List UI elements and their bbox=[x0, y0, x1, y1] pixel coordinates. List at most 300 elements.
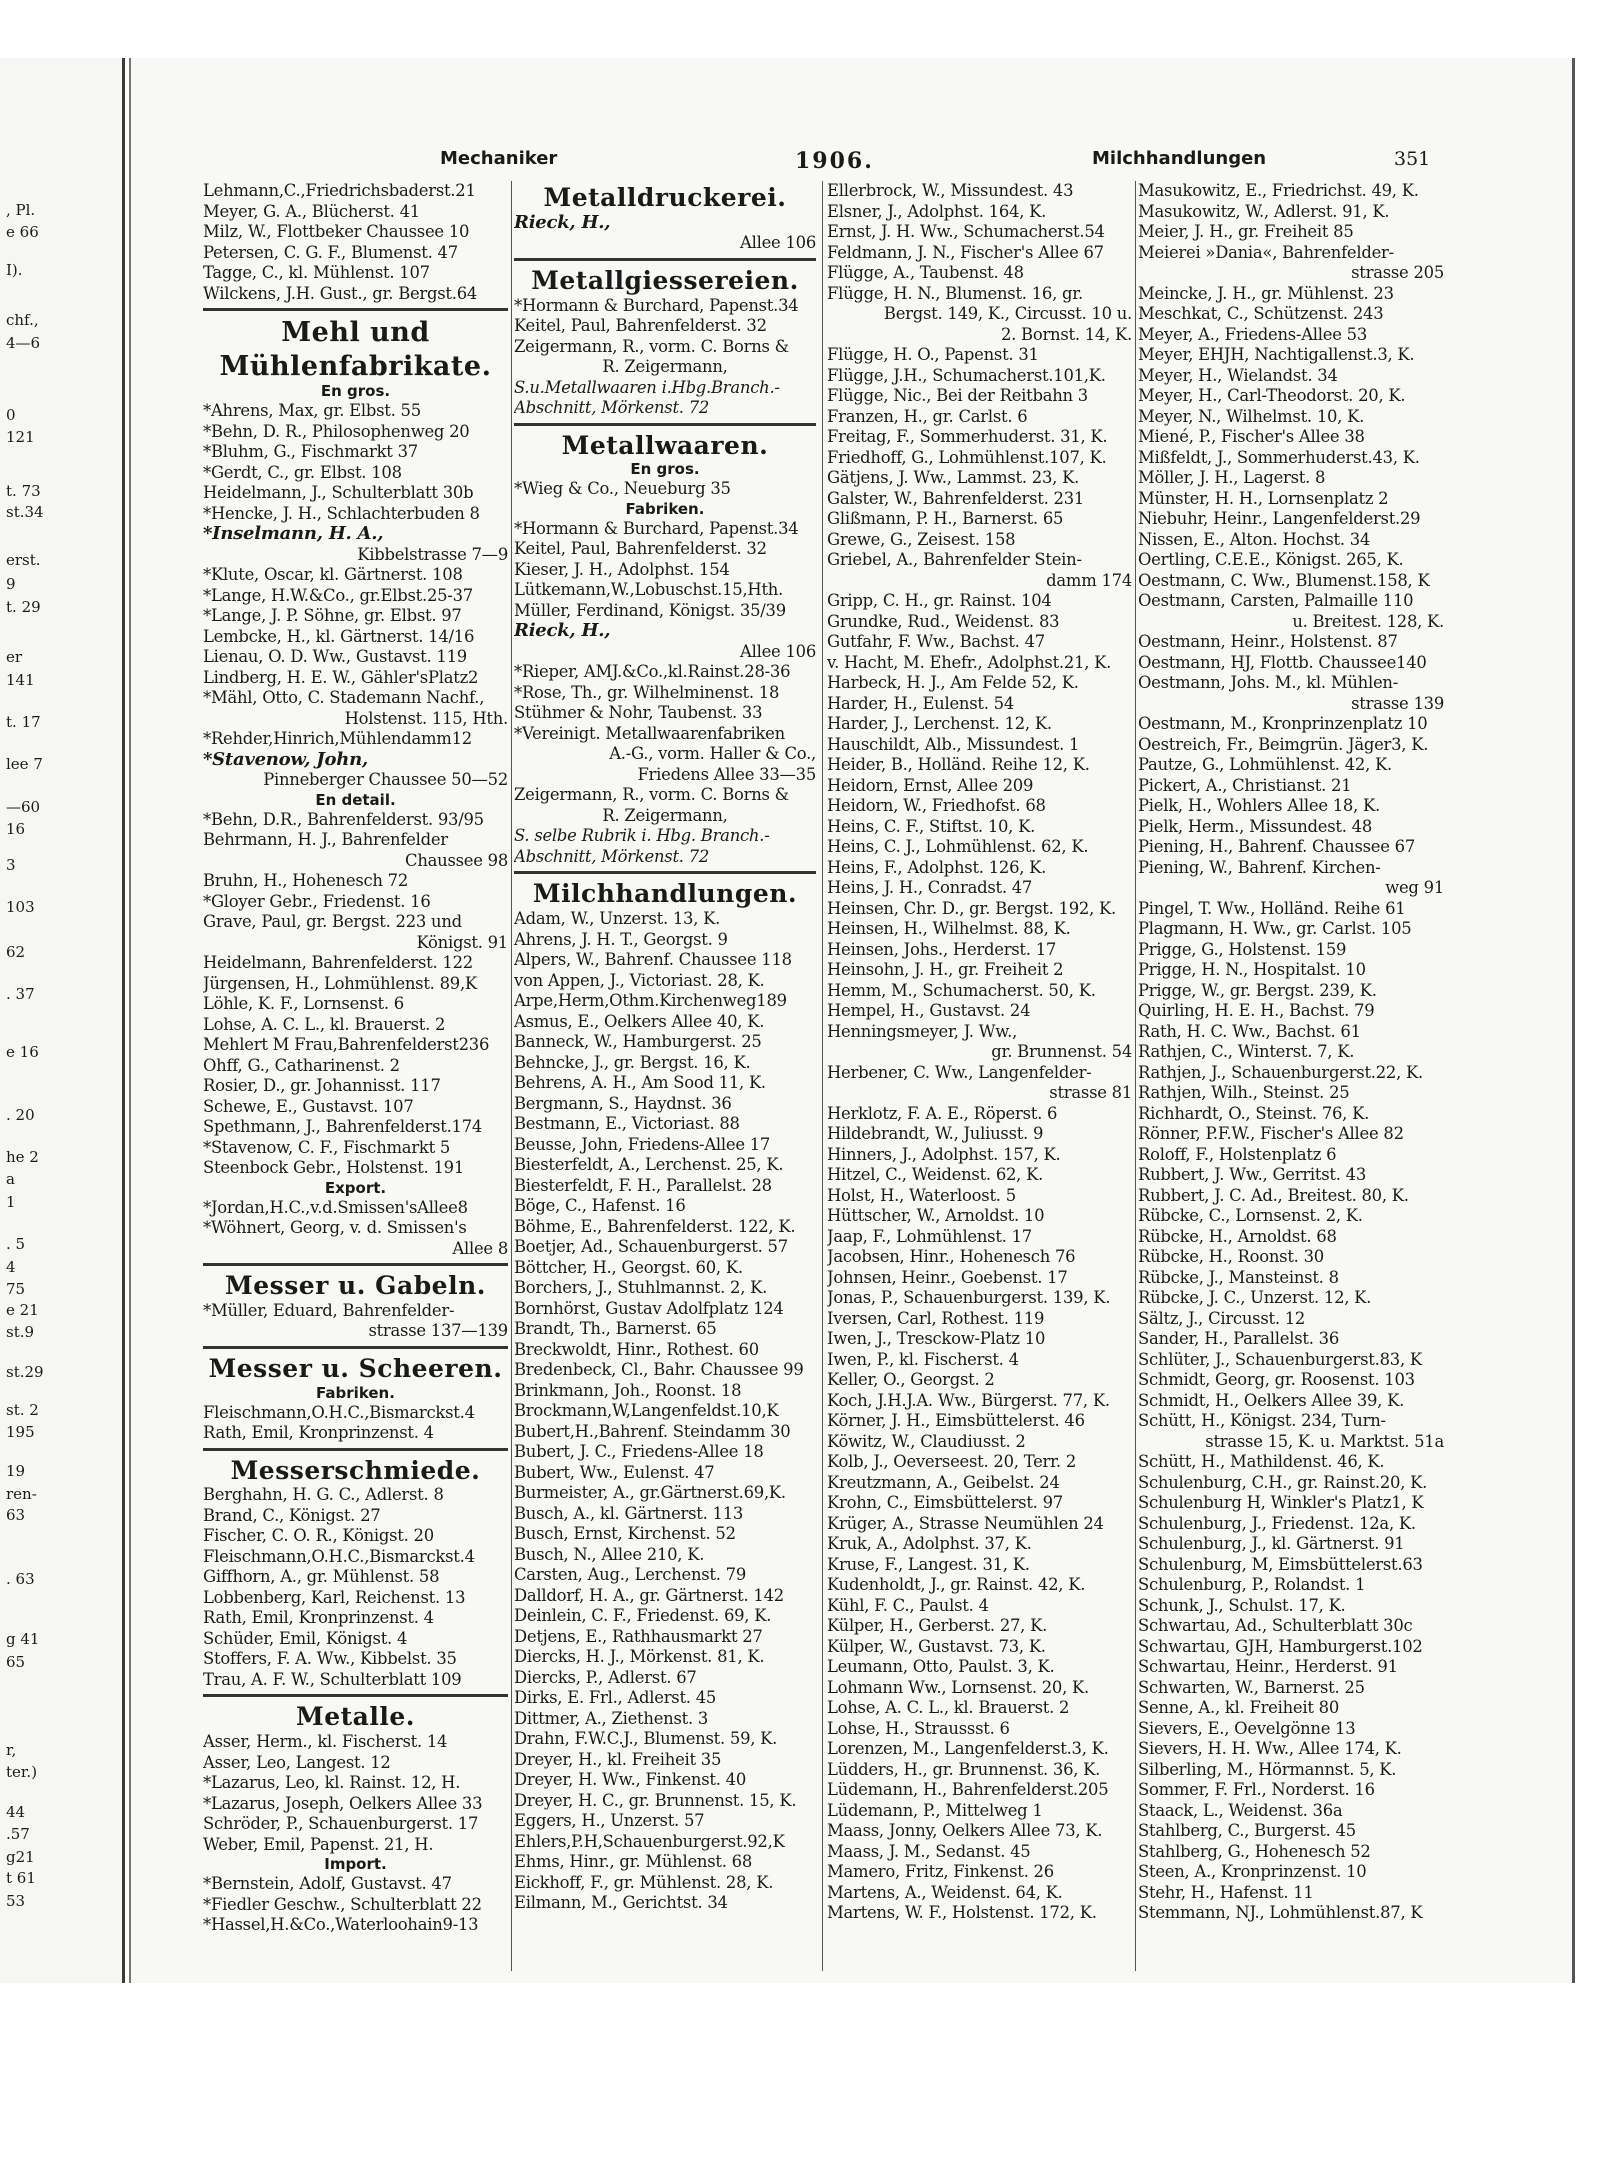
entry-continuation: Friedens Allee 33—35 bbox=[637, 764, 816, 784]
directory-entry: *Hencke, J. H., Schlachterbuden 8 bbox=[203, 503, 480, 523]
directory-entry: Rieck, H., bbox=[514, 620, 611, 642]
directory-entry: Rieck, H., bbox=[514, 211, 611, 233]
directory-entry: Schmidt, H., Oelkers Allee 39, K. bbox=[1138, 1390, 1405, 1410]
previous-page-text-fragment: 16 bbox=[6, 820, 26, 838]
directory-entry: Drahn, F.W.C.J., Blumenst. 59, K. bbox=[514, 1729, 778, 1748]
directory-entry: Piening, W., Bahrenf. Kirchen- bbox=[1138, 857, 1381, 877]
directory-entry: Lienau, O. D. Ww., Gustavst. 119 bbox=[203, 647, 467, 667]
directory-entry: Biesterfeldt, F. H., Parallelst. 28 bbox=[514, 1175, 772, 1195]
directory-entry: Jacobsen, Hinr., Hohenesch 76 bbox=[827, 1247, 1076, 1266]
directory-entry: Stehr, H., Hafenst. 11 bbox=[1138, 1882, 1314, 1902]
subsection-label: Fabriken. bbox=[625, 499, 705, 518]
section-heading: Messer u. Scheeren. bbox=[208, 1353, 503, 1383]
directory-entry: Petersen, C. G. F., Blumenst. 47 bbox=[203, 242, 458, 262]
directory-entry: Lohse, A. C. L., kl. Brauerst. 2 bbox=[203, 1014, 446, 1034]
directory-entry: Stahlberg, G., Hohenesch 52 bbox=[1138, 1841, 1371, 1861]
directory-entry: Detjens, E., Rathhausmarkt 27 bbox=[514, 1626, 763, 1646]
directory-entry: Rathjen, Wilh., Steinst. 25 bbox=[1138, 1083, 1350, 1102]
subsection-label: En gros. bbox=[320, 382, 391, 401]
directory-entry: Schulenburg H, Winkler's Platz1, K bbox=[1138, 1493, 1424, 1512]
directory-entry: Keitel, Paul, Bahrenfelderst. 32 bbox=[514, 539, 767, 559]
previous-page-text-fragment: 103 bbox=[6, 898, 35, 916]
section-heading: Milchhandlungen. bbox=[532, 879, 798, 909]
header-right-keyword: Milchhandlungen bbox=[1092, 148, 1267, 169]
header-left-keyword: Mechaniker bbox=[440, 148, 558, 169]
directory-entry: v. Hacht, M. Ehefr., Adolphst.21, K. bbox=[827, 652, 1112, 672]
directory-entry: Mehlert M Frau,Bahrenfelderst236 bbox=[203, 1035, 490, 1055]
previous-page-text-fragment: I). bbox=[6, 261, 23, 279]
directory-entry: Bestmann, E., Victoriast. 88 bbox=[514, 1114, 740, 1133]
directory-entry: Kieser, J. H., Adolphst. 154 bbox=[514, 559, 730, 579]
directory-entry: Oestmann, Carsten, Palmaille 110 bbox=[1138, 591, 1414, 610]
previous-page-text-fragment: . 37 bbox=[6, 985, 35, 1003]
entry-continuation: Allee 106 bbox=[740, 641, 816, 661]
directory-entry: Oestmann, Heinr., Holstenst. 87 bbox=[1138, 632, 1398, 651]
previous-page-text-fragment: . 20 bbox=[6, 1106, 35, 1124]
directory-entry: Borchers, J., Stuhlmannst. 2, K. bbox=[514, 1278, 768, 1297]
subsection-label: Import. bbox=[324, 1855, 387, 1874]
directory-entry: Stühmer & Nohr, Taubenst. 33 bbox=[514, 703, 763, 723]
directory-entry: *Hormann & Burchard, Papenst.34 bbox=[514, 295, 799, 315]
previous-page-text-fragment: . 5 bbox=[6, 1235, 26, 1253]
directory-entry: Pingel, T. Ww., Holländ. Reihe 61 bbox=[1138, 898, 1406, 918]
previous-page-text-fragment: g21 bbox=[6, 1848, 35, 1866]
directory-entry: *Vereinigt. Metallwaarenfabriken bbox=[514, 723, 785, 743]
directory-entry: Rübcke, H., Arnoldst. 68 bbox=[1138, 1226, 1337, 1246]
directory-entry: Grewe, G., Zeisest. 158 bbox=[827, 529, 1016, 549]
directory-entry: Staack, L., Weidenst. 36a bbox=[1138, 1800, 1343, 1820]
directory-entry: Schulenburg, P., Rolandst. 1 bbox=[1138, 1575, 1366, 1594]
entry-continuation: damm 174 bbox=[1046, 570, 1132, 590]
directory-entry: Brinkmann, Joh., Roonst. 18 bbox=[514, 1380, 742, 1400]
directory-entry: Oestmann, C. Ww., Blumenst.158, K bbox=[1138, 570, 1430, 590]
directory-entry: Jonas, P., Schauenburgerst. 139, K. bbox=[827, 1288, 1111, 1307]
section-heading: Messerschmiede. bbox=[230, 1455, 481, 1485]
entry-continuation: strasse 15, K. u. Marktst. 51a bbox=[1205, 1431, 1444, 1451]
previous-page-text-fragment: a bbox=[6, 1170, 15, 1188]
directory-entry: Herklotz, F. A. E., Röperst. 6 bbox=[827, 1103, 1058, 1123]
previous-page-text-fragment: 63 bbox=[6, 1506, 26, 1524]
section-rule bbox=[203, 1448, 508, 1451]
directory-entry: Sommer, F. Frl., Norderst. 16 bbox=[1138, 1780, 1375, 1799]
directory-entry: Kühl, F. C., Paulst. 4 bbox=[827, 1595, 989, 1615]
directory-entry: Heinsen, Johs., Herderst. 17 bbox=[827, 939, 1057, 959]
directory-entry: Busch, A., kl. Gärtnerst. 113 bbox=[514, 1503, 744, 1523]
entry-continuation: Allee 106 bbox=[740, 233, 816, 253]
directory-entry: Rath, H. C. Ww., Bachst. 61 bbox=[1138, 1021, 1361, 1041]
directory-entry: Masukowitz, E., Friedrichst. 49, K. bbox=[1138, 181, 1419, 200]
previous-page-text-fragment: —60 bbox=[6, 798, 41, 816]
directory-entry: Müller, Ferdinand, Königst. 35/39 bbox=[514, 600, 786, 620]
directory-entry: Grave, Paul, gr. Bergst. 223 und bbox=[203, 912, 462, 932]
previous-page-text-fragment: 53 bbox=[6, 1892, 26, 1910]
directory-entry: Beusse, John, Friedens-Allee 17 bbox=[514, 1134, 771, 1154]
entry-continuation: Kibbelstrasse 7—9 bbox=[357, 544, 508, 564]
directory-entry: Quirling, H. E. H., Bachst. 79 bbox=[1138, 1001, 1375, 1020]
directory-entry: Lindberg, H. E. W., Gähler'sPlatz2 bbox=[203, 667, 479, 687]
directory-entry: Hempel, H., Gustavst. 24 bbox=[827, 1001, 1031, 1020]
directory-entry: *Lange, H.W.&Co., gr.Elbst.25-37 bbox=[203, 585, 473, 605]
previous-page-text-fragment: 75 bbox=[6, 1280, 26, 1298]
previous-page-text-fragment: 9 bbox=[6, 575, 16, 593]
directory-entry: Ehms, Hinr., gr. Mühlenst. 68 bbox=[514, 1852, 753, 1871]
directory-entry: Schulenburg, M, Eimsbüttelerst.63 bbox=[1138, 1554, 1423, 1574]
directory-entry: Rubbert, J. C. Ad., Breitest. 80, K. bbox=[1138, 1185, 1409, 1205]
entry-continuation: R. Zeigermann, bbox=[602, 357, 728, 376]
directory-entry: *Stavenow, C. F., Fischmarkt 5 bbox=[203, 1137, 451, 1157]
directory-entry: Hitzel, C., Weidenst. 62, K. bbox=[827, 1165, 1044, 1184]
directory-entry: *Rieper, AMJ.&Co.,kl.Rainst.28-36 bbox=[514, 662, 791, 682]
previous-page-text-fragment: lee 7 bbox=[6, 755, 43, 773]
directory-entry: S. selbe Rubrik i. Hbg. Branch.- bbox=[514, 826, 770, 846]
directory-entry: Bubert, J. C., Friedens-Allee 18 bbox=[514, 1442, 764, 1461]
directory-entry: Schlüter, J., Schauenburgerst.83, K bbox=[1138, 1349, 1422, 1369]
header-year: 1906. bbox=[795, 148, 874, 174]
directory-entry: Hildebrandt, W., Juliusst. 9 bbox=[827, 1124, 1044, 1143]
directory-entry: Rath, Emil, Kronprinzenst. 4 bbox=[203, 1423, 434, 1443]
previous-page-text-fragment: t. 17 bbox=[6, 713, 41, 731]
directory-entry: Sievers, H. H. Ww., Allee 174, K. bbox=[1138, 1739, 1402, 1758]
directory-entry: Rübcke, H., Roonst. 30 bbox=[1138, 1247, 1324, 1266]
previous-page-text-fragment: ren- bbox=[6, 1485, 37, 1503]
directory-entry: Rübcke, J., Mansteinst. 8 bbox=[1138, 1267, 1339, 1287]
directory-column-3 bbox=[827, 181, 1132, 1976]
previous-page-text-fragment: 3 bbox=[6, 856, 16, 874]
section-heading: Mehl und bbox=[281, 317, 430, 348]
directory-entry: Holst, H., Waterloost. 5 bbox=[827, 1185, 1016, 1205]
directory-entry: Ehlers,P.H,Schauenburgerst.92,K bbox=[514, 1831, 785, 1851]
directory-entry: Biesterfeldt, A., Lerchenst. 25, K. bbox=[514, 1155, 784, 1174]
section-rule bbox=[203, 1346, 508, 1349]
directory-entry: Münster, H. H., Lornsenplatz 2 bbox=[1138, 488, 1389, 508]
section-rule bbox=[203, 308, 508, 311]
directory-entry: Boetjer, Ad., Schauenburgerst. 57 bbox=[514, 1237, 788, 1256]
directory-entry: Schütt, H., Königst. 234, Turn- bbox=[1138, 1411, 1386, 1430]
previous-page-text-fragment: t 61 bbox=[6, 1869, 36, 1887]
directory-entry: Keitel, Paul, Bahrenfelderst. 32 bbox=[514, 316, 767, 335]
directory-entry: Böttcher, H., Georgst. 60, K. bbox=[514, 1257, 743, 1277]
previous-page-text-fragment: st.9 bbox=[6, 1323, 35, 1341]
directory-entry: Heidorn, W., Friedhofst. 68 bbox=[827, 796, 1046, 815]
directory-entry: Dreyer, H. C., gr. Brunnenst. 15, K. bbox=[514, 1790, 797, 1810]
directory-entry: Henningsmeyer, J. Ww., bbox=[827, 1021, 1018, 1041]
directory-entry: *Rose, Th., gr. Wilhelminenst. 18 bbox=[514, 682, 780, 702]
directory-entry: Milz, W., Flottbeker Chaussee 10 bbox=[203, 222, 470, 241]
subsection-label: En gros. bbox=[630, 460, 700, 479]
directory-entry: Schwartau, GJH, Hamburgerst.102 bbox=[1138, 1636, 1423, 1656]
directory-entry: Körner, J. H., Eimsbüttelerst. 46 bbox=[827, 1411, 1085, 1430]
directory-entry: Flügge, H. N., Blumenst. 16, gr. bbox=[827, 283, 1083, 303]
directory-entry: Roloff, F., Holstenplatz 6 bbox=[1138, 1144, 1337, 1164]
directory-entry: *Bluhm, G., Fischmarkt 37 bbox=[203, 442, 418, 462]
previous-page-text-fragment: st. 2 bbox=[6, 1401, 39, 1419]
directory-entry: Diercks, P., Adlerst. 67 bbox=[514, 1667, 697, 1687]
directory-entry: Senne, A., kl. Freiheit 80 bbox=[1138, 1698, 1340, 1717]
directory-entry: Brockmann,W,Langenfeldst.10,K bbox=[514, 1401, 779, 1420]
directory-entry: Kreutzmann, A., Geibelst. 24 bbox=[827, 1472, 1060, 1492]
directory-entry: Meincke, J. H., gr. Mühlenst. 23 bbox=[1138, 283, 1394, 303]
directory-entry: Eickhoff, F., gr. Mühlenst. 28, K. bbox=[514, 1872, 774, 1892]
directory-entry: Abschnitt, Mörkenst. 72 bbox=[514, 398, 710, 417]
directory-entry: *Fiedler Geschw., Schulterblatt 22 bbox=[203, 1894, 482, 1914]
directory-entry: Martens, W. F., Holstenst. 172, K. bbox=[827, 1903, 1097, 1922]
directory-entry: Busch, N., Allee 210, K. bbox=[514, 1544, 705, 1564]
section-heading: Metalle. bbox=[296, 1702, 415, 1732]
directory-entry: Masukowitz, W., Adlerst. 91, K. bbox=[1138, 201, 1390, 221]
directory-entry: Oestmann, Johs. M., kl. Mühlen- bbox=[1138, 673, 1398, 692]
section-rule bbox=[203, 1694, 508, 1697]
directory-entry: Sievers, E., Oevelgönne 13 bbox=[1138, 1718, 1356, 1738]
directory-entry: Krohn, C., Eimsbüttelerst. 97 bbox=[827, 1493, 1063, 1512]
previous-page-text-fragment: g 41 bbox=[6, 1630, 40, 1648]
page-number: 351 bbox=[1394, 148, 1431, 170]
entry-continuation: R. Zeigermann, bbox=[602, 805, 728, 825]
directory-entry: Heins, C. F., Stiftst. 10, K. bbox=[827, 816, 1036, 836]
directory-entry: Brandt, Th., Barnerst. 65 bbox=[514, 1319, 717, 1338]
previous-page-text-fragment: e 21 bbox=[6, 1301, 39, 1319]
directory-entry: Bubert,H.,Bahrenf. Steindamm 30 bbox=[514, 1421, 791, 1441]
directory-entry: Carsten, Aug., Lerchenst. 79 bbox=[514, 1565, 747, 1584]
directory-entry: Galster, W., Bahrenfelderst. 231 bbox=[827, 488, 1085, 508]
directory-entry: *Bernstein, Adolf, Gustavst. 47 bbox=[203, 1874, 452, 1894]
directory-entry: Köwitz, W., Claudiusst. 2 bbox=[827, 1431, 1026, 1451]
directory-entry: *Rehder,Hinrich,Mühlendamm12 bbox=[203, 729, 472, 749]
column-divider bbox=[1135, 181, 1136, 1971]
directory-entry: *Müller, Eduard, Bahrenfelder- bbox=[203, 1300, 455, 1320]
directory-entry: Heinsen, Chr. D., gr. Bergst. 192, K. bbox=[827, 898, 1116, 918]
directory-entry: Ohff, G., Catharinenst. 2 bbox=[203, 1055, 400, 1075]
directory-entry: Schmidt, Georg, gr. Roosenst. 103 bbox=[1138, 1370, 1415, 1389]
directory-entry: Oertling, C.E.E., Königst. 265, K. bbox=[1138, 550, 1404, 569]
directory-entry: Ellerbrock, W., Missundest. 43 bbox=[827, 181, 1074, 200]
entry-continuation: strasse 81 bbox=[1049, 1083, 1132, 1102]
previous-page-text-fragment: chf., bbox=[6, 311, 39, 329]
directory-entry: Dreyer, H. Ww., Finkenst. 40 bbox=[514, 1770, 746, 1789]
directory-entry: Adam, W., Unzerst. 13, K. bbox=[514, 909, 721, 928]
directory-entry: Hemm, M., Schumacherst. 50, K. bbox=[827, 980, 1096, 1000]
directory-entry: Giffhorn, A., gr. Mühlenst. 58 bbox=[203, 1567, 440, 1587]
previous-page-text-fragment: r, bbox=[6, 1741, 17, 1759]
directory-entry: Böhme, E., Bahrenfelderst. 122, K. bbox=[514, 1216, 796, 1236]
directory-entry: Dalldorf, H. A., gr. Gärtnerst. 142 bbox=[514, 1585, 784, 1605]
directory-entry: Richhardt, O., Steinst. 76, K. bbox=[1138, 1103, 1370, 1123]
directory-entry: Schulenburg, J., Friedenst. 12a, K. bbox=[1138, 1513, 1416, 1533]
column-divider bbox=[511, 181, 512, 1971]
previous-page-text-fragment: 4 bbox=[6, 1258, 16, 1276]
directory-column-2 bbox=[514, 181, 816, 1976]
directory-entry: Asser, Herm., kl. Fischerst. 14 bbox=[203, 1732, 448, 1752]
directory-entry: Elsner, J., Adolphst. 164, K. bbox=[827, 201, 1047, 221]
entry-continuation: strasse 205 bbox=[1351, 263, 1444, 282]
directory-entry: Rosier, D., gr. Johannisst. 117 bbox=[203, 1076, 441, 1096]
directory-entry: Martens, A., Weidenst. 64, K. bbox=[827, 1882, 1063, 1902]
entry-continuation: Holstenst. 115, Hth. bbox=[344, 708, 508, 728]
directory-entry: Kudenholdt, J., gr. Rainst. 42, K. bbox=[827, 1575, 1086, 1594]
directory-entry: Diercks, H. J., Mörkenst. 81, K. bbox=[514, 1647, 765, 1666]
directory-entry: Meierei »Dania«, Bahrenfelder- bbox=[1138, 242, 1394, 262]
directory-entry: Ahrens, J. H. T., Georgst. 9 bbox=[514, 929, 728, 949]
previous-page-text-fragment: t. 73 bbox=[6, 482, 41, 500]
previous-page-text-fragment: er bbox=[6, 648, 23, 666]
directory-entry: Franzen, H., gr. Carlst. 6 bbox=[827, 406, 1028, 426]
directory-entry: Meyer, G. A., Blücherst. 41 bbox=[203, 201, 420, 221]
directory-entry: Lüdders, H., gr. Brunnenst. 36, K. bbox=[827, 1759, 1101, 1779]
directory-entry: Kolb, J., Oeverseest. 20, Terr. 2 bbox=[827, 1452, 1077, 1471]
directory-entry: Schwartau, Heinr., Herderst. 91 bbox=[1138, 1657, 1398, 1676]
directory-entry: Meyer, H., Carl-Theodorst. 20, K. bbox=[1138, 386, 1406, 405]
previous-page-text-fragment: 0 bbox=[6, 406, 16, 424]
directory-entry: Ernst, J. H. Ww., Schumacherst.54 bbox=[827, 222, 1105, 241]
directory-entry: Jaap, F., Lohmühlenst. 17 bbox=[827, 1226, 1032, 1246]
directory-entry: Alpers, W., Bahrenf. Chaussee 118 bbox=[514, 950, 792, 969]
directory-entry: Prigge, G., Holstenst. 159 bbox=[1138, 939, 1347, 959]
directory-entry: Löhle, K. F., Lornsenst. 6 bbox=[203, 994, 404, 1014]
directory-entry: Bubert, Ww., Eulenst. 47 bbox=[514, 1462, 715, 1482]
directory-entry: Hauschildt, Alb., Missundest. 1 bbox=[827, 734, 1080, 754]
directory-entry: Friedhoff, G., Lohmühlenst.107, K. bbox=[827, 447, 1107, 467]
directory-entry: Jürgensen, H., Lohmühlenst. 89,K bbox=[203, 973, 477, 993]
directory-entry: Behrmann, H. J., Bahrenfelder bbox=[203, 830, 448, 850]
directory-entry: Rath, Emil, Kronprinzenst. 4 bbox=[203, 1608, 434, 1628]
directory-entry: Lobbenberg, Karl, Reichenst. 13 bbox=[203, 1587, 466, 1607]
previous-page-text-fragment: st.29 bbox=[6, 1363, 44, 1381]
previous-page-text-fragment: 44 bbox=[6, 1803, 26, 1821]
directory-entry: Nissen, E., Alton. Hochst. 34 bbox=[1138, 529, 1371, 549]
directory-entry: Spethmann, J., Bahrenfelderst.174 bbox=[203, 1117, 483, 1137]
directory-entry: Miené, P., Fischer's Allee 38 bbox=[1138, 427, 1365, 446]
directory-entry: Fleischmann,O.H.C.,Bismarckst.4 bbox=[203, 1402, 475, 1422]
directory-entry: *Mähl, Otto, C. Stademann Nachf., bbox=[203, 688, 485, 708]
directory-entry: Steen, A., Kronprinzenst. 10 bbox=[1138, 1862, 1367, 1881]
directory-entry: Heidelmann, J., Schulterblatt 30b bbox=[203, 483, 474, 503]
directory-entry: Kruk, A., Adolphst. 37, K. bbox=[827, 1534, 1032, 1553]
section-heading: Messer u. Gabeln. bbox=[225, 1271, 486, 1301]
directory-entry: Harder, J., Lerchenst. 12, K. bbox=[827, 714, 1052, 733]
directory-entry: Sander, H., Parallelst. 36 bbox=[1138, 1329, 1339, 1348]
section-rule bbox=[514, 871, 816, 874]
directory-entry: Meyer, H., Wielandst. 34 bbox=[1138, 365, 1338, 385]
previous-page-edge bbox=[0, 58, 125, 1983]
directory-entry: Eilmann, M., Gerichtst. 34 bbox=[514, 1893, 728, 1912]
directory-entry: Harbeck, H. J., Am Felde 52, K. bbox=[827, 673, 1079, 692]
previous-page-text-fragment: 1 bbox=[6, 1193, 16, 1211]
directory-entry: Külper, W., Gustavst. 73, K. bbox=[827, 1636, 1046, 1656]
entry-continuation: Bergst. 149, K., Circusst. 10 u. bbox=[883, 304, 1132, 323]
directory-entry: Griebel, A., Bahrenfelder Stein- bbox=[827, 550, 1082, 569]
directory-entry: Fleischmann,O.H.C.,Bismarckst.4 bbox=[203, 1546, 475, 1566]
directory-entry: Lohmann Ww., Lornsenst. 20, K. bbox=[827, 1677, 1089, 1697]
directory-entry: Hüttscher, W., Arnoldst. 10 bbox=[827, 1206, 1045, 1225]
directory-entry: Lembcke, H., kl. Gärtnerst. 14/16 bbox=[203, 626, 475, 646]
column-divider bbox=[822, 181, 823, 1971]
section-heading: Mühlenfabrikate. bbox=[219, 351, 492, 383]
directory-entry: Schewe, E., Gustavst. 107 bbox=[203, 1096, 414, 1116]
directory-entry: Lüdemann, P., Mittelweg 1 bbox=[827, 1800, 1043, 1820]
directory-entry: Eggers, H., Unzerst. 57 bbox=[514, 1811, 705, 1830]
directory-entry: Trau, A. F. W., Schulterblatt 109 bbox=[203, 1669, 462, 1689]
directory-entry: Heidorn, Ernst, Allee 209 bbox=[827, 775, 1034, 795]
directory-entry: Schulenburg, C.H., gr. Rainst.20, K. bbox=[1138, 1472, 1428, 1492]
directory-entry: *Hormann & Burchard, Papenst.34 bbox=[514, 518, 799, 538]
directory-entry: Iversen, Carl, Rothest. 119 bbox=[827, 1308, 1045, 1328]
directory-entry: Rönner, P.F.W., Fischer's Allee 82 bbox=[1138, 1124, 1404, 1143]
directory-entry: Schunk, J., Schulst. 17, K. bbox=[1138, 1595, 1346, 1615]
directory-entry: *Lange, J. P. Söhne, gr. Elbst. 97 bbox=[203, 606, 462, 626]
previous-page-text-fragment: . 63 bbox=[6, 1570, 35, 1588]
directory-entry: Koch, J.H.J.A. Ww., Bürgerst. 77, K. bbox=[827, 1390, 1110, 1410]
previous-page-text-fragment: 65 bbox=[6, 1653, 26, 1671]
directory-entry: Asser, Leo, Langest. 12 bbox=[203, 1752, 391, 1772]
directory-entry: Schwarten, W., Barnerst. 25 bbox=[1138, 1677, 1365, 1697]
directory-entry: Lehmann,C.,Friedrichsbaderst.21 bbox=[203, 181, 476, 200]
directory-entry: Dittmer, A., Ziethenst. 3 bbox=[514, 1708, 709, 1728]
directory-entry: Arpe,Herm,Othm.Kirchenweg189 bbox=[514, 991, 787, 1010]
directory-entry: Weber, Emil, Papenst. 21, H. bbox=[203, 1834, 434, 1854]
directory-entry: *Klute, Oscar, kl. Gärtnerst. 108 bbox=[203, 565, 463, 585]
directory-entry: von Appen, J., Victoriast. 28, K. bbox=[514, 970, 765, 990]
directory-entry: Heins, C. J., Lohmühlenst. 62, K. bbox=[827, 837, 1089, 856]
entry-continuation: u. Breitest. 128, K. bbox=[1292, 611, 1444, 631]
directory-entry: Rubbert, J. Ww., Gerritst. 43 bbox=[1138, 1165, 1367, 1184]
directory-entry: Gutfahr, F. Ww., Bachst. 47 bbox=[827, 632, 1045, 651]
directory-entry: Zeigermann, R., vorm. C. Borns & bbox=[514, 336, 789, 356]
directory-entry: *Stavenow, John, bbox=[203, 748, 368, 770]
entry-continuation: Chaussee 98 bbox=[405, 850, 508, 870]
directory-entry: Freitag, F., Sommerhuderst. 31, K. bbox=[827, 427, 1108, 446]
directory-entry: Johnsen, Heinr., Goebenst. 17 bbox=[827, 1267, 1068, 1287]
directory-entry: Krüger, A., Strasse Neumühlen 24 bbox=[827, 1513, 1104, 1533]
directory-entry: Steenbock Gebr., Holstenst. 191 bbox=[203, 1158, 465, 1178]
subsection-label: Export. bbox=[324, 1178, 387, 1197]
directory-entry: Prigge, W., gr. Bergst. 239, K. bbox=[1138, 980, 1377, 1000]
directory-entry: Rübcke, C., Lornsenst. 2, K. bbox=[1138, 1206, 1363, 1225]
previous-page-text-fragment: 121 bbox=[6, 428, 35, 446]
section-heading: Metallgiessereien. bbox=[531, 265, 799, 295]
directory-entry: Meier, J. H., gr. Freiheit 85 bbox=[1138, 222, 1354, 241]
directory-entry: Flügge, Nic., Bei der Reitbahn 3 bbox=[827, 386, 1088, 405]
entry-continuation: gr. Brunnenst. 54 bbox=[991, 1042, 1132, 1061]
directory-entry: Dreyer, H., kl. Freiheit 35 bbox=[514, 1749, 722, 1769]
directory-entry: Iwen, J., Tresckow-Platz 10 bbox=[827, 1329, 1046, 1348]
directory-entry: Meschkat, C., Schützenst. 243 bbox=[1138, 304, 1384, 323]
directory-entry: Prigge, H. N., Hospitalst. 10 bbox=[1138, 960, 1366, 979]
directory-entry: *Behn, D. R., Philosophenweg 20 bbox=[203, 421, 470, 441]
directory-entry: Böge, C., Hafenst. 16 bbox=[514, 1196, 686, 1215]
directory-entry: Leumann, Otto, Paulst. 3, K. bbox=[827, 1657, 1055, 1676]
previous-page-text-fragment: 62 bbox=[6, 943, 26, 961]
directory-entry: Stahlberg, C., Burgerst. 45 bbox=[1138, 1821, 1356, 1840]
directory-entry: Rübcke, J. C., Unzerst. 12, K. bbox=[1138, 1288, 1372, 1307]
directory-entry: Oestreich, Fr., Beimgrün. Jäger3, K. bbox=[1138, 734, 1429, 754]
directory-entry: Feldmann, J. N., Fischer's Allee 67 bbox=[827, 242, 1104, 262]
directory-entry: Mamero, Fritz, Finkenst. 26 bbox=[827, 1862, 1054, 1881]
directory-entry: Busch, Ernst, Kirchenst. 52 bbox=[514, 1524, 736, 1543]
previous-page-text-fragment: 141 bbox=[6, 671, 35, 689]
directory-entry: Schütt, H., Mathildenst. 46, K. bbox=[1138, 1452, 1385, 1471]
directory-entry: Möller, J. H., Lagerst. 8 bbox=[1138, 468, 1326, 487]
previous-page-text-fragment: e 66 bbox=[6, 223, 39, 241]
previous-page-text-fragment: t. 29 bbox=[6, 598, 41, 616]
entry-continuation: Königst. 91 bbox=[416, 932, 508, 952]
directory-entry: *Gerdt, C., gr. Elbst. 108 bbox=[203, 462, 402, 482]
directory-entry: Zeigermann, R., vorm. C. Borns & bbox=[514, 785, 789, 805]
directory-entry: Silberling, M., Hörmannst. 5, K. bbox=[1138, 1759, 1397, 1779]
directory-entry: *Lazarus, Leo, kl. Rainst. 12, H. bbox=[203, 1773, 461, 1793]
directory-entry: Oestmann, HJ, Flottb. Chaussee140 bbox=[1138, 652, 1427, 672]
directory-entry: Pautze, G., Lohmühlenst. 42, K. bbox=[1138, 755, 1392, 774]
entry-continuation: Allee 8 bbox=[452, 1238, 508, 1258]
subsection-label: En detail. bbox=[315, 790, 396, 809]
